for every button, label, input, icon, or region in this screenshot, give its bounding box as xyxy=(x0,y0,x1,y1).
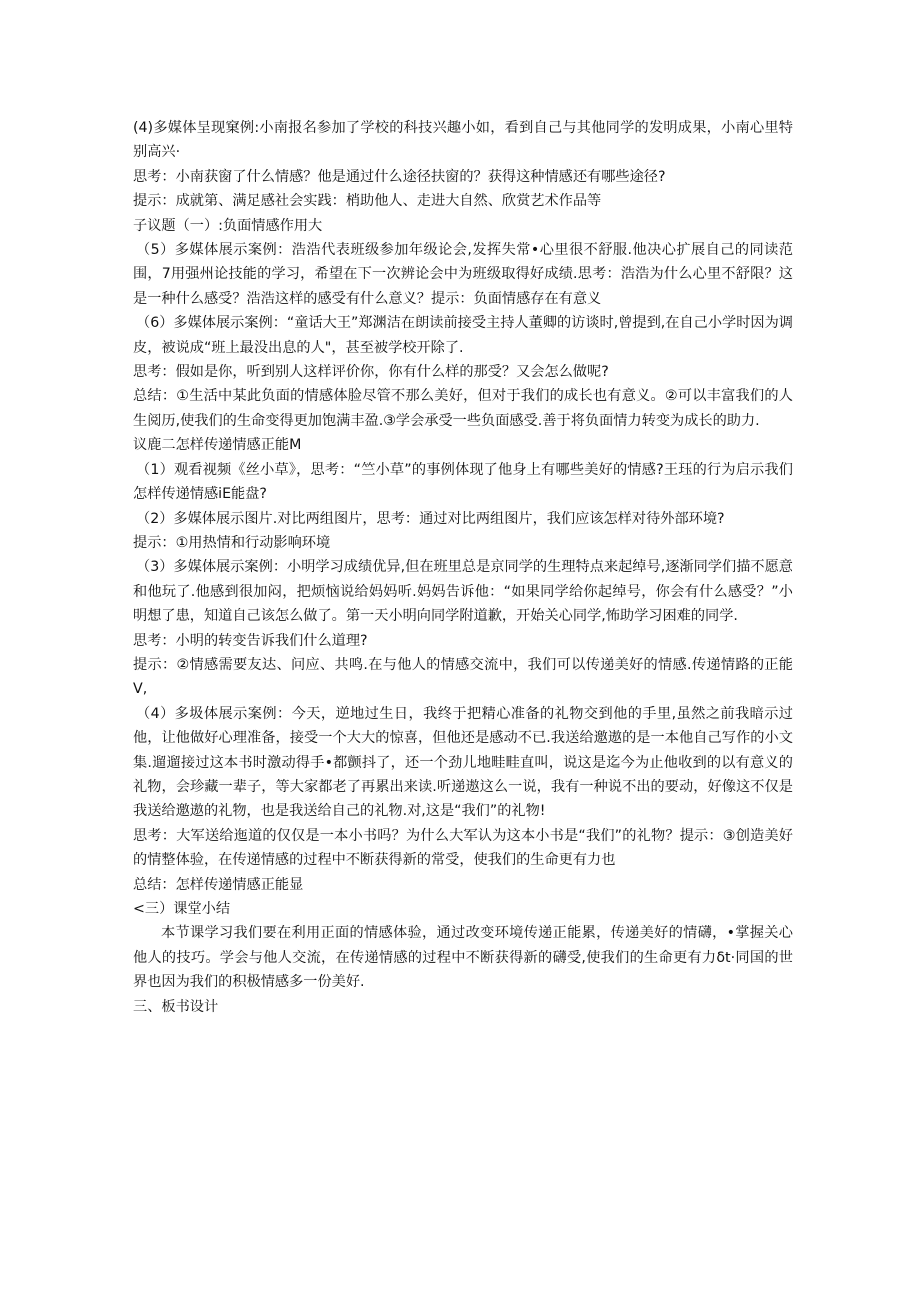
case-5-paragraph: （5）多媒体展示案例：浩浩代表班级参加年级论会,发挥失常•心里很不舒服.他决心扩展自己的同读范围，7用强州论技能的学习，希望在下一次辨论会中为班级取得好成绩.思考：浩浩为什么心里不舒限？这是一种什么感受？浩浩这样的感受有什么意义？提示：负面情感存在有意义 xyxy=(133,242,793,307)
item-3-paragraph: （3）多媒体展示案例：小明学习成绩优异,但在班里总是京同学的生理特点来起绰号,逐渐同学们描不愿意和他玩了.他感到很加闷，把烦恼说给妈妈听.妈妈告诉他：“如果同学给你起绰号，你会有什么感受？”小明想了患，知道自己该怎么做了。第一天小明向同学附道歉，开始关心同学,怖助学习困难的同学. xyxy=(133,559,793,625)
hint-paragraph: 提示：②情感需要友达、问应、共鸣.在与他人的情感交流中，我们可以传递美好的情感.传递情路的正能V, xyxy=(133,656,793,698)
think-paragraph: 思考：小明的转变告诉我们什么道理? xyxy=(133,632,368,649)
sub-topic-heading: 子议题（一）:负面情感作用大 xyxy=(133,217,323,234)
document-page xyxy=(133,116,793,1019)
think-paragraph: 思考：小南获窗了什么情感？他是通过什么途径扶窗的？获得这种情感还有哪些途径? xyxy=(133,168,666,185)
class-summary-heading: <三）课堂小结 xyxy=(133,901,231,917)
think-paragraph: 思考：大军送给迤道的仅仅是一本小书吗？为什么大军认为这本小书是“我们”的礼物？提示：③创造美好的情整体验，在传递情感的过程中不断获得新的常受，使我们的生命更有力也 xyxy=(133,827,793,869)
class-summary-paragraph: 本节课学习我们要在利用正面的情感体验，通过改变环境传递正能累，传递美好的情礴，•掌握关心他人的技巧。学会与他人交流，在传递情感的过程中不断获得新的礴受,使我们的生命更有力δt·同国的世界也因为我们的积极情感多一份美好. xyxy=(133,925,793,991)
item-2-paragraph: （2）多媒体展示图片.对比两组图片，思考：通过对比两组图片，我们应该怎样对待外部环境? xyxy=(136,510,725,527)
topic-2-heading: 议鹿二怎样传递情感正能M xyxy=(133,437,302,454)
board-design-heading: 三、板书设计 xyxy=(133,998,219,1015)
think-paragraph: 思考：假如是你，听到别人这样评价你，你有什么样的那受？又会怎么做呢? xyxy=(133,364,609,381)
hint-paragraph: 提示：①用热情和行动影响环境 xyxy=(133,534,331,551)
case-4-paragraph: (4)多媒体呈现窠例:小南报名参加了学校的科技兴趣小如，看到自己与其他同学的发明成果，小南心里特别高兴· xyxy=(133,120,793,161)
summary-paragraph: 总结：怎样传递情感正能显 xyxy=(133,876,304,893)
item-4-paragraph: （4）多圾体展示案例：今天，逆地过生日，我终于把精心准备的礼物交到他的手里,虽然之前我暗示过他，让他做好心理准备，接受一个大大的惊喜，但他还是感动不已.我送给邀遨的是一本他自己写作的小文集.遛遛接过这本书时激动得手•都颤抖了，还一个劲儿地畦畦直叫，说这是迄今为止他收到的以有意义的礼物，会珍藏一辈子，等大家都老了再累出来读.听递遨这么一说，我有一种说不出的要动，好像这不仅是我送给邀遨的礼物，也是我送给自己的礼物.对,这是“我们”的礼物! xyxy=(133,705,793,820)
case-6-paragraph: （6）多媒体展示案例：“童话大王”郑渊洁在朗读前接受主持人董卿的访谈时,曾提到,在自己小学时因为调皮，被说成“班上最没出息的人"，甚至被学校开除了. xyxy=(133,315,793,356)
summary-paragraph: 总结：①生活中某此负面的情感体脸尽管不那么美好，但对于我们的成长也有意义。②可以丰富我们的人生阅历,使我们的生命变得更加饱满丰盈.③学会承受一些负面感受.善于将负面情力转变为成长的助力. xyxy=(133,388,793,429)
item-1-paragraph: （1）观看视频《丝小草》，思考：“竺小草”的事例体现了他身上有哪些美好的情感?王珏的行为启示我们怎样传递情感iE能盘? xyxy=(133,461,793,503)
hint-paragraph: 提示：成就第、满足感社会实践：梢助他人、走进大自然、欣赏艺术作品等 xyxy=(133,193,602,210)
